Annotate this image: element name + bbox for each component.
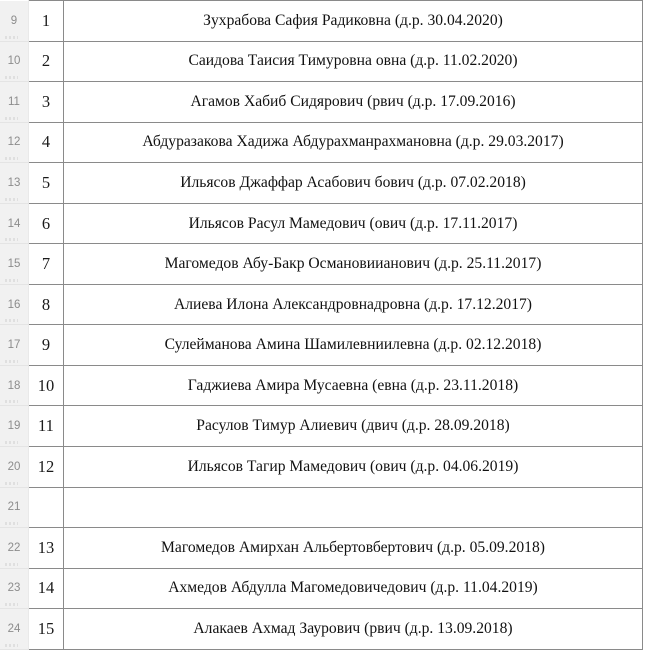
grid-body bbox=[0, 1, 650, 650]
row-header-label: 10 bbox=[7, 55, 21, 68]
cell-name[interactable]: Алакаев Ахмад Заурович (рвич (д.р. 13.09.2018) bbox=[64, 609, 643, 650]
cell-overflow-margin bbox=[643, 203, 650, 244]
row-resize-handle-icon[interactable] bbox=[5, 319, 18, 322]
row-header-label: 14 bbox=[7, 217, 21, 230]
cell-number[interactable]: 8 bbox=[29, 284, 64, 325]
cell-name[interactable]: Ильясов Тагир Мамедович (ович (д.р. 04.06.2019) bbox=[64, 447, 643, 488]
table-row[interactable] bbox=[0, 568, 650, 609]
row-header-label: 18 bbox=[7, 379, 21, 392]
cell-name[interactable]: Зухрабова Сафия Радиковна (д.р. 30.04.2020) bbox=[64, 1, 643, 42]
table-row[interactable] bbox=[0, 325, 650, 366]
row-header-label: 20 bbox=[7, 460, 21, 473]
row-header-11[interactable] bbox=[0, 82, 29, 123]
row-header-17[interactable] bbox=[0, 325, 29, 366]
row-header-label: 21 bbox=[7, 501, 21, 514]
row-resize-handle-icon[interactable] bbox=[5, 198, 18, 201]
cell-overflow-margin bbox=[643, 122, 650, 163]
row-header-18[interactable] bbox=[0, 365, 29, 406]
row-resize-handle-icon[interactable] bbox=[5, 157, 18, 160]
cell-number[interactable]: 4 bbox=[29, 122, 64, 163]
cell-overflow-margin bbox=[643, 487, 650, 528]
cell-name[interactable]: Алиева Илона Александровнадровна (д.р. 17.12.2017) bbox=[64, 284, 643, 325]
cell-number[interactable] bbox=[29, 487, 64, 528]
cell-number[interactable]: 11 bbox=[29, 406, 64, 447]
row-header-19[interactable] bbox=[0, 406, 29, 447]
table-row[interactable] bbox=[0, 41, 650, 82]
cell-name[interactable] bbox=[64, 487, 643, 528]
row-header-label: 23 bbox=[7, 582, 21, 595]
cell-number[interactable]: 9 bbox=[29, 325, 64, 366]
row-header-label: 11 bbox=[8, 95, 20, 108]
table-row[interactable] bbox=[0, 122, 650, 163]
row-header-14[interactable] bbox=[0, 203, 29, 244]
row-resize-handle-icon[interactable] bbox=[5, 238, 18, 241]
table-row[interactable] bbox=[0, 528, 650, 569]
row-header-12[interactable] bbox=[0, 122, 29, 163]
row-resize-handle-icon[interactable] bbox=[5, 603, 18, 606]
row-resize-handle-icon[interactable] bbox=[5, 36, 18, 39]
row-header-label: 16 bbox=[7, 298, 21, 311]
table-row[interactable] bbox=[0, 203, 650, 244]
table-row[interactable] bbox=[0, 487, 650, 528]
table-row[interactable] bbox=[0, 447, 650, 488]
row-resize-handle-icon[interactable] bbox=[5, 482, 18, 485]
cell-overflow-margin bbox=[643, 244, 650, 285]
row-resize-handle-icon[interactable] bbox=[5, 360, 18, 363]
cell-name[interactable]: Абдуразакова Хадижа Абдурахманрахмановна (д.р. 29.03.2017) bbox=[64, 122, 643, 163]
table-row[interactable] bbox=[0, 406, 650, 447]
cell-overflow-margin bbox=[643, 82, 650, 123]
row-header-22[interactable] bbox=[0, 528, 29, 569]
row-resize-handle-icon[interactable] bbox=[5, 117, 18, 120]
cell-name[interactable]: Ахмедов Абдулла Магомедовичедович (д.р. 11.04.2019) bbox=[64, 568, 643, 609]
cell-overflow-margin bbox=[643, 284, 650, 325]
table-row[interactable] bbox=[0, 244, 650, 285]
cell-overflow-margin bbox=[643, 365, 650, 406]
row-header-label: 22 bbox=[7, 541, 21, 554]
row-header-10[interactable] bbox=[0, 41, 29, 82]
row-header-label: 13 bbox=[7, 176, 21, 189]
table-row[interactable] bbox=[0, 284, 650, 325]
row-header-label: 19 bbox=[7, 420, 21, 433]
row-header-9[interactable] bbox=[0, 1, 29, 42]
row-header-label: 12 bbox=[7, 136, 21, 149]
cell-overflow-margin bbox=[643, 325, 650, 366]
cell-name[interactable]: Агамов Хабиб Сидярович (рвич (д.р. 17.09.2016) bbox=[64, 82, 643, 123]
cell-overflow-margin bbox=[643, 41, 650, 82]
cell-overflow-margin bbox=[643, 406, 650, 447]
cell-overflow-margin bbox=[643, 609, 650, 650]
cell-number[interactable]: 7 bbox=[29, 244, 64, 285]
row-header-label: 15 bbox=[7, 258, 21, 271]
cell-number[interactable]: 2 bbox=[29, 41, 64, 82]
row-header-13[interactable] bbox=[0, 163, 29, 204]
cell-number[interactable]: 5 bbox=[29, 163, 64, 204]
cell-number[interactable]: 10 bbox=[29, 365, 64, 406]
cell-number[interactable]: 13 bbox=[29, 528, 64, 569]
row-resize-handle-icon[interactable] bbox=[5, 441, 18, 444]
cell-number[interactable]: 6 bbox=[29, 203, 64, 244]
cell-name[interactable]: Магомедов Абу-Бакр Османовиианович (д.р. 25.11.2017) bbox=[64, 244, 643, 285]
cell-name[interactable]: Ильясов Джаффар Асабович бович (д.р. 07.02.2018) bbox=[64, 163, 643, 204]
row-resize-handle-icon[interactable] bbox=[5, 400, 18, 403]
table-row[interactable] bbox=[0, 365, 650, 406]
cell-overflow-margin bbox=[643, 568, 650, 609]
row-header-20[interactable] bbox=[0, 447, 29, 488]
row-resize-handle-icon[interactable] bbox=[5, 644, 18, 647]
table-row[interactable] bbox=[0, 609, 650, 650]
cell-name[interactable]: Ильясов Расул Мамедович (ович (д.р. 17.11.2017) bbox=[64, 203, 643, 244]
row-resize-handle-icon[interactable] bbox=[5, 563, 18, 566]
cell-number[interactable]: 15 bbox=[29, 609, 64, 650]
cell-number[interactable]: 12 bbox=[29, 447, 64, 488]
cell-overflow-margin bbox=[643, 528, 650, 569]
cell-overflow-margin bbox=[643, 447, 650, 488]
cell-overflow-margin bbox=[643, 163, 650, 204]
table-row[interactable] bbox=[0, 1, 650, 42]
row-header-15[interactable] bbox=[0, 244, 29, 285]
row-header-23[interactable] bbox=[0, 568, 29, 609]
cell-name[interactable]: Сулейманова Амина Шамилевниилевна (д.р. 02.12.2018) bbox=[64, 325, 643, 366]
cell-overflow-margin bbox=[643, 1, 650, 42]
table-row[interactable] bbox=[0, 163, 650, 204]
cell-number[interactable]: 3 bbox=[29, 82, 64, 123]
row-resize-handle-icon[interactable] bbox=[5, 279, 18, 282]
cell-number[interactable]: 1 bbox=[29, 1, 64, 42]
row-header-label: 9 bbox=[10, 14, 18, 27]
row-header-21[interactable] bbox=[0, 487, 29, 528]
cell-name[interactable]: Саидова Таисия Тимуровна овна (д.р. 11.02.2020) bbox=[64, 41, 643, 82]
cell-name[interactable]: Гаджиева Амира Мусаевна (евна (д.р. 23.11.2018) bbox=[64, 365, 643, 406]
row-header-24[interactable] bbox=[0, 609, 29, 650]
row-header-16[interactable] bbox=[0, 284, 29, 325]
cell-number[interactable]: 14 bbox=[29, 568, 64, 609]
row-resize-handle-icon[interactable] bbox=[5, 76, 18, 79]
row-resize-handle-icon[interactable] bbox=[5, 522, 18, 525]
row-header-label: 24 bbox=[7, 622, 21, 635]
cell-name[interactable]: Магомедов Амирхан Альбертовбертович (д.р. 05.09.2018) bbox=[64, 528, 643, 569]
table-row[interactable] bbox=[0, 82, 650, 123]
row-header-label: 17 bbox=[7, 339, 21, 352]
cell-name[interactable]: Расулов Тимур Алиевич (двич (д.р. 28.09.2018) bbox=[64, 406, 643, 447]
